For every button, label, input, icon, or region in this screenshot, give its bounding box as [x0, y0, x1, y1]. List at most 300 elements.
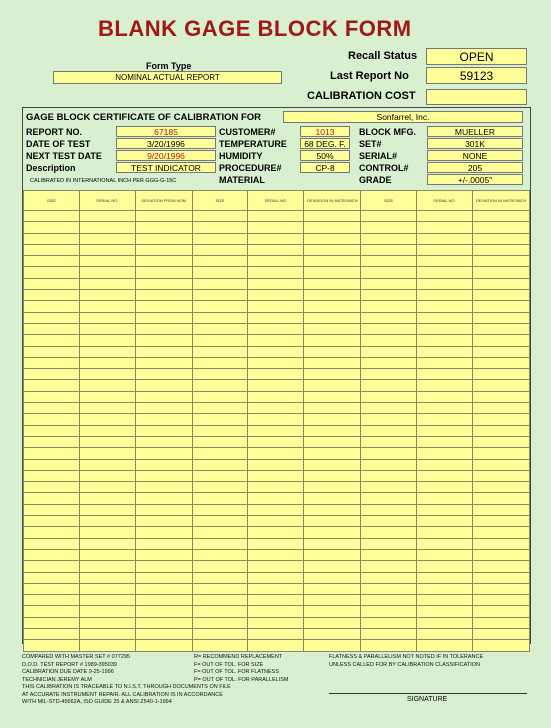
table-cell[interactable] — [473, 278, 530, 289]
table-cell[interactable] — [79, 425, 135, 436]
table-cell[interactable] — [135, 448, 192, 459]
table-cell[interactable] — [361, 595, 417, 606]
table-cell[interactable] — [192, 617, 248, 628]
table-cell[interactable] — [361, 561, 417, 572]
table-cell[interactable] — [361, 549, 417, 560]
table-cell[interactable] — [361, 606, 417, 617]
date-of-test-field[interactable]: 3/20/1996 — [116, 138, 216, 149]
table-cell[interactable] — [361, 538, 417, 549]
table-cell[interactable] — [24, 527, 80, 538]
table-cell[interactable] — [361, 222, 417, 233]
last-report-field[interactable]: 59123 — [426, 67, 527, 84]
table-cell[interactable] — [79, 482, 135, 493]
table-cell[interactable] — [135, 380, 192, 391]
table-cell[interactable] — [417, 323, 473, 334]
table-cell[interactable] — [304, 436, 361, 447]
table-cell[interactable] — [135, 346, 192, 357]
table-cell[interactable] — [135, 628, 192, 639]
table-cell[interactable] — [248, 414, 304, 425]
table-cell[interactable] — [248, 256, 304, 267]
table-cell[interactable] — [304, 244, 361, 255]
table-cell[interactable] — [417, 448, 473, 459]
table-cell[interactable] — [361, 425, 417, 436]
table-cell[interactable] — [417, 335, 473, 346]
table-cell[interactable] — [135, 256, 192, 267]
table-cell[interactable] — [192, 527, 248, 538]
table-cell[interactable] — [248, 448, 304, 459]
table-cell[interactable] — [79, 244, 135, 255]
table-cell[interactable] — [304, 323, 361, 334]
table-cell[interactable] — [135, 335, 192, 346]
table-cell[interactable] — [24, 278, 80, 289]
table-cell[interactable] — [135, 640, 192, 651]
table-cell[interactable] — [417, 256, 473, 267]
table-cell[interactable] — [473, 628, 530, 639]
table-cell[interactable] — [79, 538, 135, 549]
table-cell[interactable] — [135, 414, 192, 425]
table-cell[interactable] — [24, 267, 80, 278]
table-cell[interactable] — [79, 572, 135, 583]
table-cell[interactable] — [473, 312, 530, 323]
table-cell[interactable] — [79, 346, 135, 357]
table-cell[interactable] — [417, 504, 473, 515]
table-cell[interactable] — [192, 357, 248, 368]
table-cell[interactable] — [473, 267, 530, 278]
table-cell[interactable] — [135, 403, 192, 414]
table-cell[interactable] — [417, 233, 473, 244]
table-cell[interactable] — [361, 369, 417, 380]
table-cell[interactable] — [79, 640, 135, 651]
table-cell[interactable] — [361, 583, 417, 594]
table-cell[interactable] — [79, 312, 135, 323]
table-cell[interactable] — [24, 391, 80, 402]
table-cell[interactable] — [417, 628, 473, 639]
table-cell[interactable] — [417, 617, 473, 628]
set-no-field[interactable]: 301K — [427, 138, 523, 149]
table-cell[interactable] — [24, 549, 80, 560]
table-cell[interactable] — [473, 244, 530, 255]
table-cell[interactable] — [361, 414, 417, 425]
customer-name-field[interactable]: Sonfarrel, Inc. — [283, 111, 523, 123]
table-cell[interactable] — [304, 414, 361, 425]
table-cell[interactable] — [248, 583, 304, 594]
table-cell[interactable] — [135, 583, 192, 594]
table-cell[interactable] — [304, 335, 361, 346]
table-cell[interactable] — [248, 527, 304, 538]
table-cell[interactable] — [135, 516, 192, 527]
table-cell[interactable] — [417, 470, 473, 481]
table-cell[interactable] — [192, 606, 248, 617]
table-cell[interactable] — [192, 211, 248, 222]
table-cell[interactable] — [473, 640, 530, 651]
table-cell[interactable] — [192, 628, 248, 639]
table-cell[interactable] — [192, 256, 248, 267]
table-cell[interactable] — [79, 222, 135, 233]
table-cell[interactable] — [304, 233, 361, 244]
table-cell[interactable] — [135, 244, 192, 255]
table-cell[interactable] — [248, 516, 304, 527]
humidity-field[interactable]: 50% — [300, 150, 350, 161]
table-cell[interactable] — [361, 482, 417, 493]
table-cell[interactable] — [79, 323, 135, 334]
table-cell[interactable] — [248, 482, 304, 493]
table-cell[interactable] — [248, 267, 304, 278]
table-cell[interactable] — [135, 312, 192, 323]
table-cell[interactable] — [135, 595, 192, 606]
table-cell[interactable] — [192, 583, 248, 594]
table-cell[interactable] — [79, 436, 135, 447]
table-cell[interactable] — [473, 414, 530, 425]
table-cell[interactable] — [417, 516, 473, 527]
table-cell[interactable] — [79, 561, 135, 572]
table-cell[interactable] — [473, 256, 530, 267]
table-cell[interactable] — [24, 628, 80, 639]
table-cell[interactable] — [192, 267, 248, 278]
table-cell[interactable] — [24, 606, 80, 617]
table-cell[interactable] — [192, 538, 248, 549]
table-cell[interactable] — [361, 346, 417, 357]
table-cell[interactable] — [473, 403, 530, 414]
table-cell[interactable] — [24, 233, 80, 244]
table-cell[interactable] — [361, 504, 417, 515]
table-cell[interactable] — [473, 222, 530, 233]
table-cell[interactable] — [473, 595, 530, 606]
table-cell[interactable] — [473, 357, 530, 368]
table-cell[interactable] — [361, 357, 417, 368]
table-cell[interactable] — [417, 459, 473, 470]
table-cell[interactable] — [417, 425, 473, 436]
table-cell[interactable] — [79, 414, 135, 425]
table-cell[interactable] — [248, 346, 304, 357]
table-cell[interactable] — [304, 583, 361, 594]
table-cell[interactable] — [304, 222, 361, 233]
table-cell[interactable] — [361, 436, 417, 447]
table-cell[interactable] — [135, 290, 192, 301]
table-cell[interactable] — [192, 414, 248, 425]
table-cell[interactable] — [304, 516, 361, 527]
table-cell[interactable] — [304, 617, 361, 628]
table-cell[interactable] — [361, 256, 417, 267]
table-cell[interactable] — [192, 244, 248, 255]
table-cell[interactable] — [248, 278, 304, 289]
table-cell[interactable] — [473, 470, 530, 481]
table-cell[interactable] — [192, 572, 248, 583]
table-cell[interactable] — [361, 527, 417, 538]
table-cell[interactable] — [135, 527, 192, 538]
procedure-field[interactable]: CP-8 — [300, 162, 350, 173]
table-cell[interactable] — [473, 211, 530, 222]
table-cell[interactable] — [473, 493, 530, 504]
table-cell[interactable] — [304, 346, 361, 357]
table-cell[interactable] — [24, 482, 80, 493]
table-cell[interactable] — [248, 357, 304, 368]
table-cell[interactable] — [248, 222, 304, 233]
table-cell[interactable] — [473, 459, 530, 470]
grade-field[interactable]: +/-.0005" — [427, 174, 523, 185]
table-cell[interactable] — [361, 290, 417, 301]
table-cell[interactable] — [192, 561, 248, 572]
table-cell[interactable] — [304, 256, 361, 267]
table-cell[interactable] — [135, 436, 192, 447]
table-cell[interactable] — [192, 278, 248, 289]
table-cell[interactable] — [192, 436, 248, 447]
temperature-field[interactable]: 68 DEG. F. — [300, 138, 350, 149]
table-cell[interactable] — [361, 516, 417, 527]
table-cell[interactable] — [192, 323, 248, 334]
table-cell[interactable] — [417, 369, 473, 380]
table-cell[interactable] — [417, 290, 473, 301]
table-cell[interactable] — [473, 391, 530, 402]
table-cell[interactable] — [79, 448, 135, 459]
table-cell[interactable] — [473, 346, 530, 357]
table-cell[interactable] — [304, 278, 361, 289]
table-cell[interactable] — [417, 549, 473, 560]
table-cell[interactable] — [192, 470, 248, 481]
description-field[interactable]: TEST INDICATOR — [116, 162, 216, 173]
table-cell[interactable] — [192, 549, 248, 560]
table-cell[interactable] — [361, 403, 417, 414]
table-cell[interactable] — [135, 323, 192, 334]
table-cell[interactable] — [473, 549, 530, 560]
table-cell[interactable] — [24, 244, 80, 255]
table-cell[interactable] — [79, 459, 135, 470]
form-type-field[interactable]: NOMINAL ACTUAL REPORT — [53, 71, 282, 84]
table-cell[interactable] — [304, 290, 361, 301]
table-cell[interactable] — [304, 267, 361, 278]
table-cell[interactable] — [304, 549, 361, 560]
table-cell[interactable] — [248, 617, 304, 628]
table-cell[interactable] — [24, 357, 80, 368]
table-cell[interactable] — [248, 380, 304, 391]
table-cell[interactable] — [417, 482, 473, 493]
table-cell[interactable] — [417, 267, 473, 278]
table-cell[interactable] — [135, 233, 192, 244]
table-cell[interactable] — [135, 459, 192, 470]
table-cell[interactable] — [248, 244, 304, 255]
table-cell[interactable] — [79, 391, 135, 402]
table-cell[interactable] — [248, 538, 304, 549]
recall-status-field[interactable]: OPEN — [426, 48, 527, 65]
table-cell[interactable] — [24, 595, 80, 606]
table-cell[interactable] — [417, 538, 473, 549]
table-cell[interactable] — [135, 301, 192, 312]
table-cell[interactable] — [473, 301, 530, 312]
table-cell[interactable] — [24, 256, 80, 267]
table-cell[interactable] — [361, 628, 417, 639]
table-cell[interactable] — [248, 211, 304, 222]
table-cell[interactable] — [135, 425, 192, 436]
table-cell[interactable] — [79, 380, 135, 391]
table-cell[interactable] — [417, 278, 473, 289]
table-cell[interactable] — [24, 561, 80, 572]
table-cell[interactable] — [135, 278, 192, 289]
table-cell[interactable] — [248, 640, 304, 651]
table-cell[interactable] — [192, 595, 248, 606]
table-cell[interactable] — [304, 640, 361, 651]
table-cell[interactable] — [304, 380, 361, 391]
table-cell[interactable] — [473, 369, 530, 380]
table-cell[interactable] — [304, 538, 361, 549]
table-cell[interactable] — [417, 222, 473, 233]
table-cell[interactable] — [79, 549, 135, 560]
table-cell[interactable] — [304, 459, 361, 470]
table-cell[interactable] — [24, 504, 80, 515]
table-cell[interactable] — [248, 290, 304, 301]
table-cell[interactable] — [361, 244, 417, 255]
table-cell[interactable] — [473, 436, 530, 447]
table-cell[interactable] — [304, 572, 361, 583]
table-cell[interactable] — [417, 640, 473, 651]
table-cell[interactable] — [248, 470, 304, 481]
table-cell[interactable] — [361, 312, 417, 323]
table-cell[interactable] — [248, 403, 304, 414]
table-cell[interactable] — [473, 448, 530, 459]
table-cell[interactable] — [135, 606, 192, 617]
table-cell[interactable] — [361, 211, 417, 222]
table-cell[interactable] — [248, 233, 304, 244]
table-cell[interactable] — [24, 436, 80, 447]
table-cell[interactable] — [79, 516, 135, 527]
table-cell[interactable] — [361, 470, 417, 481]
serial-no-field[interactable]: NONE — [427, 150, 523, 161]
table-cell[interactable] — [248, 459, 304, 470]
table-cell[interactable] — [24, 617, 80, 628]
table-cell[interactable] — [417, 561, 473, 572]
table-cell[interactable] — [79, 583, 135, 594]
table-cell[interactable] — [417, 301, 473, 312]
signature-line[interactable] — [329, 693, 527, 694]
table-cell[interactable] — [248, 369, 304, 380]
table-cell[interactable] — [79, 290, 135, 301]
table-cell[interactable] — [304, 504, 361, 515]
table-cell[interactable] — [135, 470, 192, 481]
table-cell[interactable] — [79, 369, 135, 380]
table-cell[interactable] — [24, 312, 80, 323]
table-cell[interactable] — [248, 425, 304, 436]
table-cell[interactable] — [192, 425, 248, 436]
table-cell[interactable] — [248, 493, 304, 504]
table-cell[interactable] — [24, 301, 80, 312]
table-cell[interactable] — [417, 493, 473, 504]
table-cell[interactable] — [24, 516, 80, 527]
table-cell[interactable] — [473, 583, 530, 594]
table-cell[interactable] — [248, 595, 304, 606]
table-cell[interactable] — [361, 391, 417, 402]
table-cell[interactable] — [248, 335, 304, 346]
table-cell[interactable] — [135, 211, 192, 222]
table-cell[interactable] — [24, 403, 80, 414]
table-cell[interactable] — [473, 380, 530, 391]
table-cell[interactable] — [24, 538, 80, 549]
table-cell[interactable] — [192, 482, 248, 493]
table-cell[interactable] — [473, 516, 530, 527]
table-cell[interactable] — [192, 403, 248, 414]
table-cell[interactable] — [304, 561, 361, 572]
table-cell[interactable] — [79, 233, 135, 244]
table-cell[interactable] — [248, 606, 304, 617]
table-cell[interactable] — [135, 561, 192, 572]
table-cell[interactable] — [304, 312, 361, 323]
table-cell[interactable] — [79, 470, 135, 481]
table-cell[interactable] — [361, 380, 417, 391]
table-cell[interactable] — [417, 595, 473, 606]
table-cell[interactable] — [135, 482, 192, 493]
table-cell[interactable] — [135, 369, 192, 380]
table-cell[interactable] — [361, 572, 417, 583]
table-cell[interactable] — [79, 267, 135, 278]
table-cell[interactable] — [24, 493, 80, 504]
table-cell[interactable] — [192, 640, 248, 651]
table-cell[interactable] — [417, 403, 473, 414]
table-cell[interactable] — [361, 278, 417, 289]
table-cell[interactable] — [24, 425, 80, 436]
table-cell[interactable] — [135, 538, 192, 549]
table-cell[interactable] — [192, 391, 248, 402]
table-cell[interactable] — [361, 267, 417, 278]
table-cell[interactable] — [361, 448, 417, 459]
table-cell[interactable] — [135, 493, 192, 504]
table-cell[interactable] — [473, 561, 530, 572]
table-cell[interactable] — [79, 335, 135, 346]
table-cell[interactable] — [24, 470, 80, 481]
table-cell[interactable] — [417, 527, 473, 538]
table-cell[interactable] — [135, 357, 192, 368]
table-cell[interactable] — [304, 527, 361, 538]
table-cell[interactable] — [24, 211, 80, 222]
table-cell[interactable] — [192, 346, 248, 357]
table-cell[interactable] — [79, 628, 135, 639]
table-cell[interactable] — [24, 290, 80, 301]
table-cell[interactable] — [304, 470, 361, 481]
table-cell[interactable] — [417, 414, 473, 425]
table-cell[interactable] — [417, 436, 473, 447]
table-cell[interactable] — [24, 323, 80, 334]
table-cell[interactable] — [135, 391, 192, 402]
table-cell[interactable] — [473, 538, 530, 549]
calibration-cost-field[interactable] — [426, 89, 527, 105]
table-cell[interactable] — [79, 403, 135, 414]
table-cell[interactable] — [473, 617, 530, 628]
table-cell[interactable] — [304, 493, 361, 504]
table-cell[interactable] — [192, 312, 248, 323]
table-cell[interactable] — [24, 222, 80, 233]
table-cell[interactable] — [304, 301, 361, 312]
table-cell[interactable] — [248, 561, 304, 572]
table-cell[interactable] — [79, 211, 135, 222]
table-cell[interactable] — [361, 301, 417, 312]
table-cell[interactable] — [473, 504, 530, 515]
table-cell[interactable] — [24, 448, 80, 459]
control-no-field[interactable]: 205 — [427, 162, 523, 173]
table-cell[interactable] — [361, 493, 417, 504]
next-test-date-field[interactable]: 9/20/1996 — [116, 150, 216, 161]
table-cell[interactable] — [248, 301, 304, 312]
table-cell[interactable] — [304, 606, 361, 617]
table-cell[interactable] — [304, 357, 361, 368]
customer-no-field[interactable]: 1013 — [300, 126, 350, 137]
table-cell[interactable] — [135, 549, 192, 560]
table-cell[interactable] — [192, 516, 248, 527]
table-cell[interactable] — [473, 290, 530, 301]
table-cell[interactable] — [304, 595, 361, 606]
table-cell[interactable] — [304, 425, 361, 436]
table-cell[interactable] — [79, 606, 135, 617]
table-cell[interactable] — [192, 335, 248, 346]
table-cell[interactable] — [79, 504, 135, 515]
table-cell[interactable] — [248, 572, 304, 583]
table-cell[interactable] — [79, 256, 135, 267]
table-cell[interactable] — [24, 459, 80, 470]
